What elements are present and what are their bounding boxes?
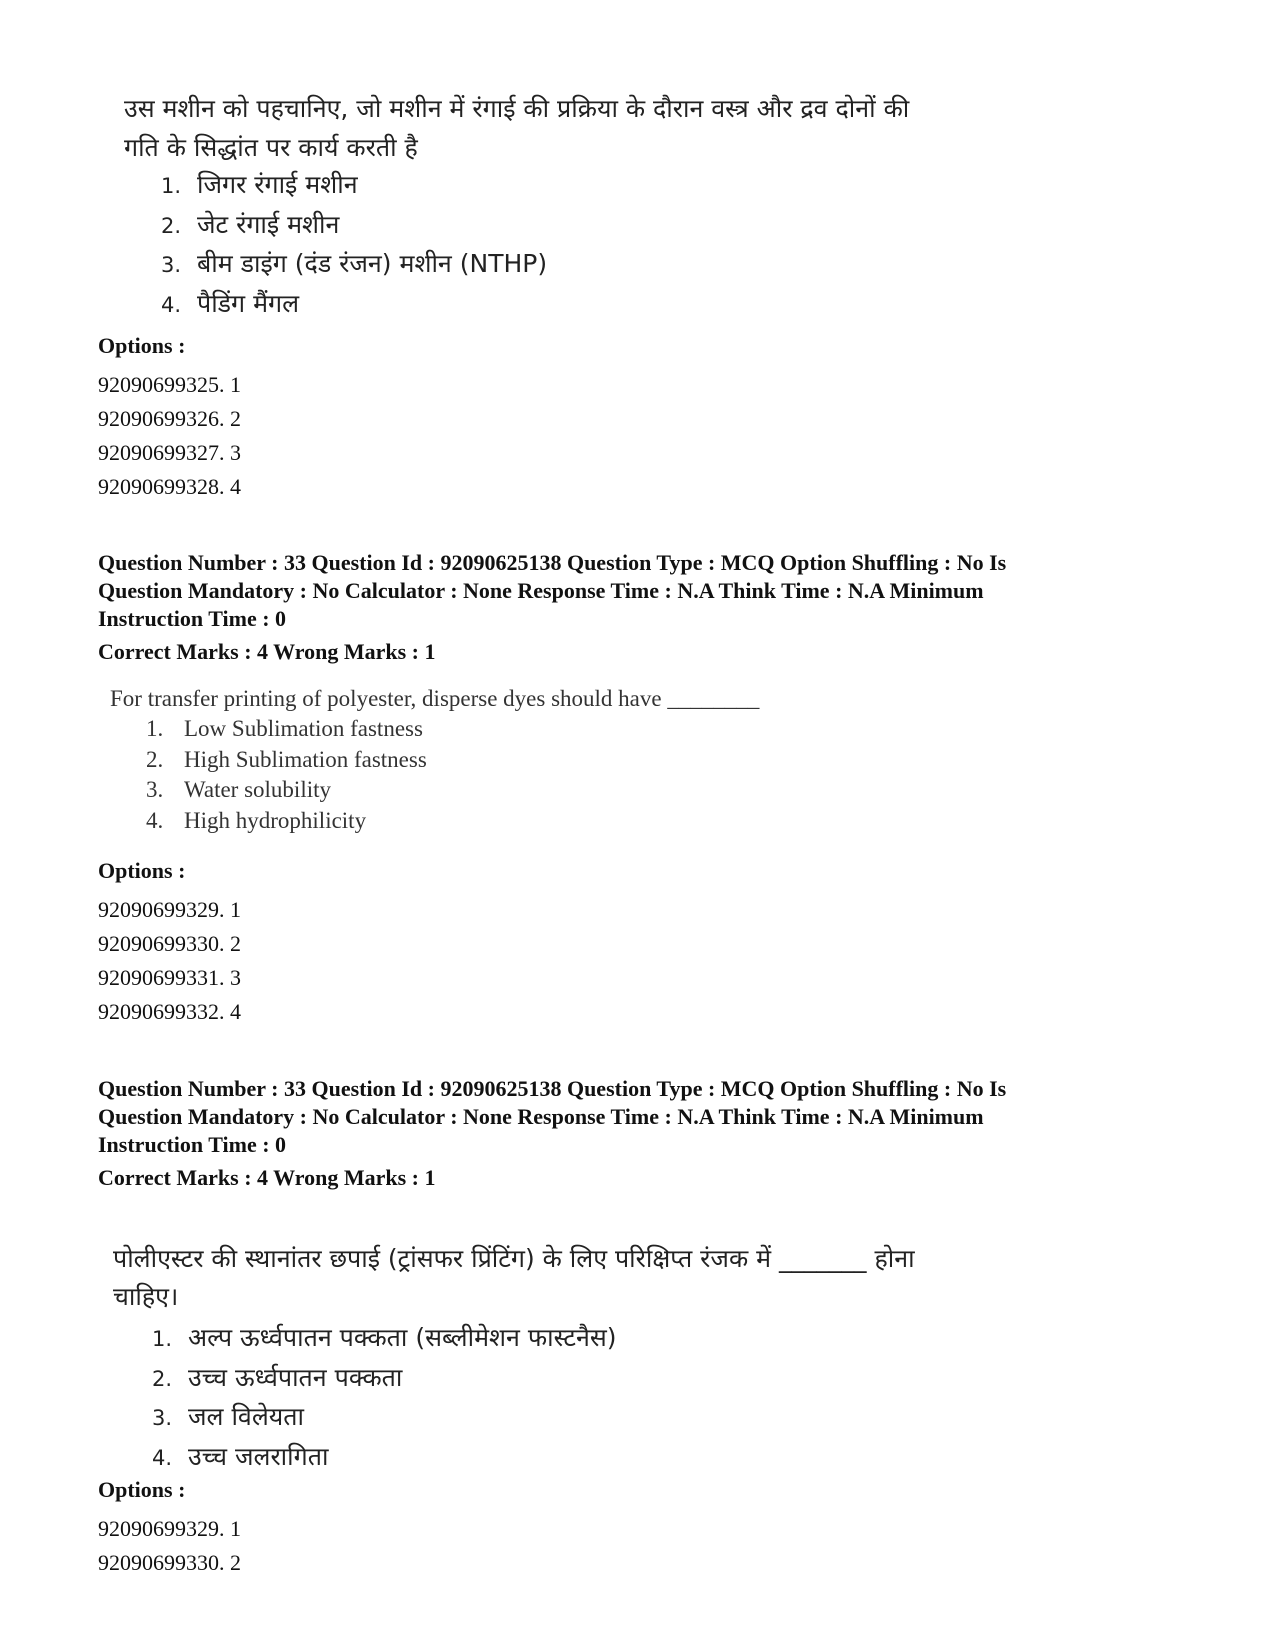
choice-number: 3.: [146, 777, 164, 802]
choice-text: Low Sublimation fastness: [184, 716, 423, 741]
answer-choice: [146, 806, 427, 837]
question-meta: [98, 1075, 1208, 1159]
choice-number: 2.: [146, 746, 164, 772]
option-item: 92090699329. 1: [98, 1516, 241, 1541]
option-item: 92090699327. 3: [98, 440, 241, 465]
choice-text: जेट रंगाई मशीन: [197, 209, 340, 239]
question-meta-line: Question Number : 33 Question Id : 92090625138 Question Type : MCQ Option Shuffling : No Is: [98, 550, 1007, 575]
answer-choice: [152, 1398, 616, 1438]
choice-text: पैडिंग मैंगल: [197, 288, 300, 318]
answer-choice: [152, 1359, 616, 1399]
option-item: 92090699326. 2: [98, 406, 241, 431]
answer-choice: [161, 285, 547, 325]
answer-choice: [152, 1438, 616, 1478]
choice-number: 2.: [161, 213, 182, 238]
choice-number: 4.: [146, 807, 164, 833]
answer-choice: [152, 1319, 616, 1359]
answer-choice-list: [152, 1319, 616, 1477]
question-text: For transfer printing of polyester, disperse dyes should have ________: [110, 686, 760, 711]
choice-text: उच्च ऊर्ध्वपातन पक्कता: [188, 1362, 403, 1392]
option-item: 92090699329. 1: [98, 897, 241, 922]
question-text-line: गति के सिद्धांत पर कार्य करती है: [124, 133, 418, 162]
question-meta-line: Question Mandatory : No Calculator : None Response Time : N.A Think Time : N.A Minimum: [98, 1104, 984, 1129]
answer-choice: [161, 166, 547, 206]
options-list: [98, 1512, 241, 1580]
choice-number: 4.: [161, 292, 182, 317]
choice-number: 1.: [152, 1327, 173, 1351]
answer-choice: [146, 745, 427, 776]
options-list: [98, 893, 241, 1029]
choice-number: 3.: [161, 253, 182, 277]
option-item: 92090699325. 1: [98, 372, 241, 397]
choice-number: 1.: [146, 716, 164, 741]
choice-text: उच्च जलरागिता: [188, 1441, 329, 1471]
choice-number: 3.: [152, 1406, 173, 1430]
answer-choice: [146, 775, 427, 806]
choice-number: 4.: [152, 1445, 173, 1470]
option-item: 92090699330. 2: [98, 1550, 241, 1575]
choice-text: जिगर रंगाई मशीन: [197, 170, 358, 199]
option-item: 92090699332. 4: [98, 999, 241, 1024]
question-meta-line: Question Number : 33 Question Id : 92090625138 Question Type : MCQ Option Shuffling : No Is: [98, 1076, 1007, 1101]
answer-choice: [146, 714, 427, 745]
option-item: 92090699330. 2: [98, 931, 241, 956]
answer-choice-list: [161, 166, 547, 324]
choice-number: 1.: [161, 174, 182, 198]
options-label: Options :: [98, 1477, 186, 1502]
option-item: 92090699331. 3: [98, 965, 241, 990]
question-text-line: चाहिए।: [113, 1282, 179, 1311]
choice-text: बीम डाइंग (दंड रंजन) मशीन (NTHP): [197, 249, 548, 278]
answer-choice-list: [146, 714, 427, 836]
choice-text: High Sublimation fastness: [184, 746, 427, 772]
question-meta-line: Instruction Time : 0: [98, 606, 287, 631]
choice-text: अल्प ऊर्ध्वपातन पक्कता (सब्लीमेशन फास्टनैस): [188, 1323, 617, 1352]
question-text-line: पोलीएस्टर की स्थानांतर छपाई (ट्रांसफर प्रिंटिंग) के लिए परिक्षिप्त रंजक में _______ होना: [113, 1244, 915, 1273]
question-meta: [98, 549, 1208, 633]
answer-choice: [161, 245, 547, 285]
choice-text: High hydrophilicity: [184, 807, 367, 833]
question-meta-line: Instruction Time : 0: [98, 1132, 287, 1157]
choice-text: Water solubility: [184, 777, 331, 802]
options-list: [98, 368, 241, 504]
options-label: Options :: [98, 333, 186, 358]
marks-line: Correct Marks : 4 Wrong Marks : 1: [98, 1165, 436, 1190]
question-text-line: उस मशीन को पहचानिए, जो मशीन में रंगाई की प्रक्रिया के दौरान वस्त्र और द्रव दोनों की: [124, 94, 910, 123]
question-meta-line: Question Mandatory : No Calculator : None Response Time : N.A Think Time : N.A Minimum: [98, 578, 984, 603]
choice-number: 2.: [152, 1366, 173, 1391]
marks-line: Correct Marks : 4 Wrong Marks : 1: [98, 639, 436, 664]
choice-text: जल विलेयता: [188, 1402, 304, 1431]
answer-choice: [161, 206, 547, 246]
options-label: Options :: [98, 858, 186, 883]
option-item: 92090699328. 4: [98, 474, 241, 499]
